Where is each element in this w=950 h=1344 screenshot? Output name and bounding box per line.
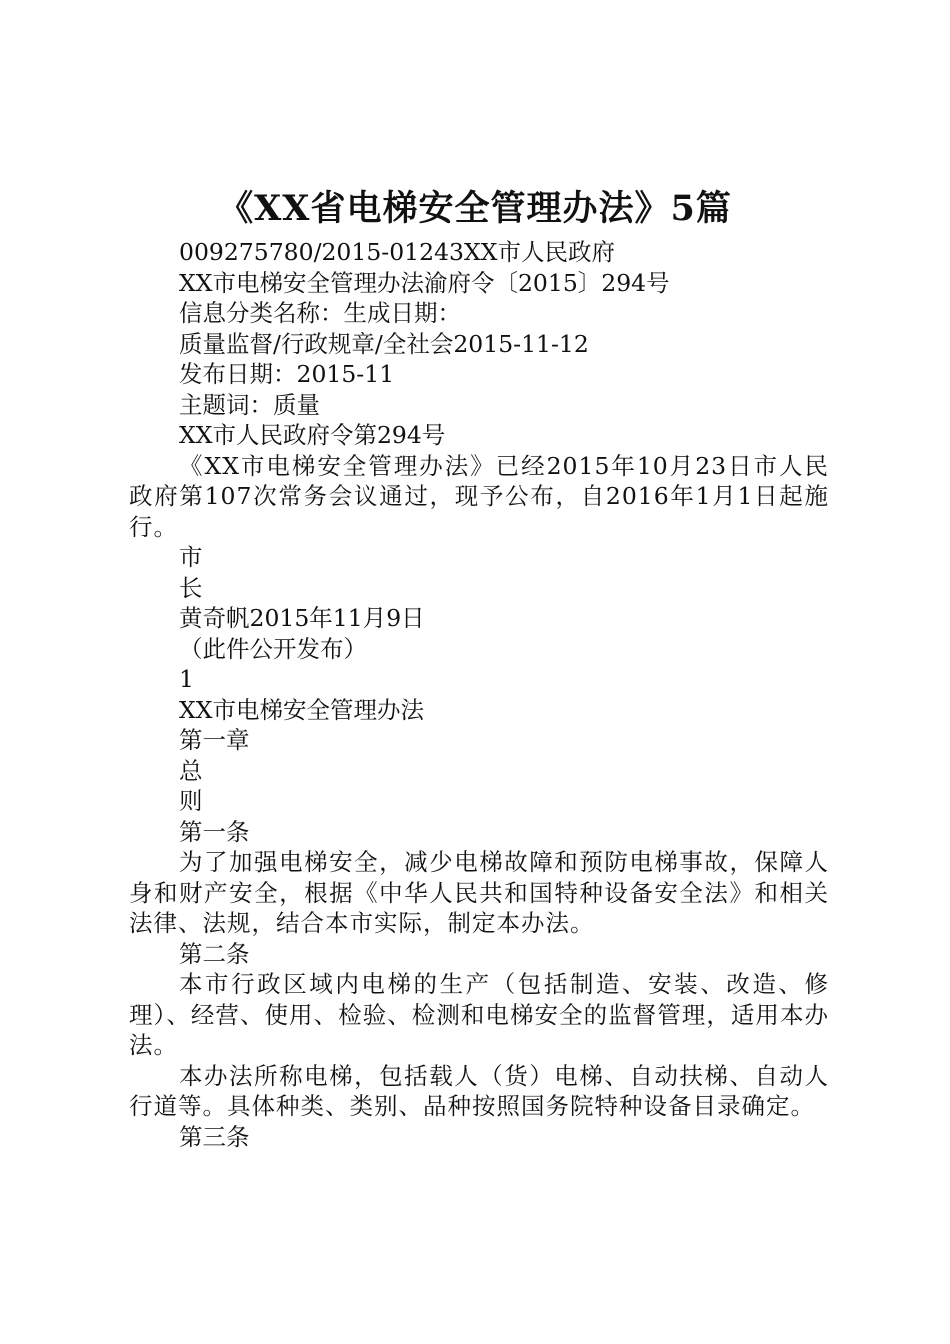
- page-number: 1: [179, 665, 194, 693]
- signature-title-2: 长: [179, 573, 203, 602]
- doc-publish-date: 发布日期：2015-11: [179, 360, 395, 388]
- document-body: [129, 237, 829, 1152]
- doc-index-number: 009275780/2015-01243XX市人民政府: [179, 238, 615, 266]
- signature-title-1: 市: [179, 543, 203, 571]
- doc-category-label: 信息分类名称：生成日期：: [179, 299, 461, 327]
- article-2-paragraph-2: 本办法所称电梯，包括载人（货）电梯、自动扶梯、自动人行道等。具体种类、类别、品种按照国务院特种设备目录确定。: [129, 1061, 829, 1120]
- regulation-title: XX市电梯安全管理办法: [179, 695, 424, 724]
- article-2-heading: 第二条: [179, 939, 250, 968]
- doc-category-value: 质量监督/行政规章/全社会2015-11-12: [179, 329, 589, 358]
- document-title: 《XX省电梯安全管理办法》5篇: [218, 188, 732, 229]
- chapter-name-1: 总: [179, 756, 203, 785]
- doc-order-number: XX市人民政府令第294号: [179, 421, 446, 449]
- article-2-paragraph-1: 本市行政区域内电梯的生产（包括制造、安装、改造、修理）、经营、使用、检验、检测和电梯安全的监督管理，适用本办法。: [129, 970, 829, 1059]
- doc-order-title: XX市电梯安全管理办法渝府令〔2015〕294号: [179, 268, 670, 297]
- signature-name-date: 黄奇帆2015年11月9日: [179, 604, 425, 632]
- chapter-heading: 第一章: [179, 726, 250, 754]
- article-1-paragraph: 为了加强电梯安全，减少电梯故障和预防电梯事故，保障人身和财产安全，根据《中华人民共和国特种设备安全法》和相关法律、法规，结合本市实际，制定本办法。: [129, 848, 829, 937]
- article-1-heading: 第一条: [179, 817, 250, 846]
- article-3-heading: 第三条: [179, 1122, 250, 1151]
- public-release-note: （此件公开发布）: [179, 634, 367, 663]
- chapter-name-2: 则: [179, 787, 203, 815]
- doc-keywords: 主题词：质量: [179, 390, 320, 419]
- announcement-paragraph: 《XX市电梯安全管理办法》已经2015年10月23日市人民政府第107次常务会议通过，现予公布，自2016年1月1日起施行。: [129, 451, 829, 541]
